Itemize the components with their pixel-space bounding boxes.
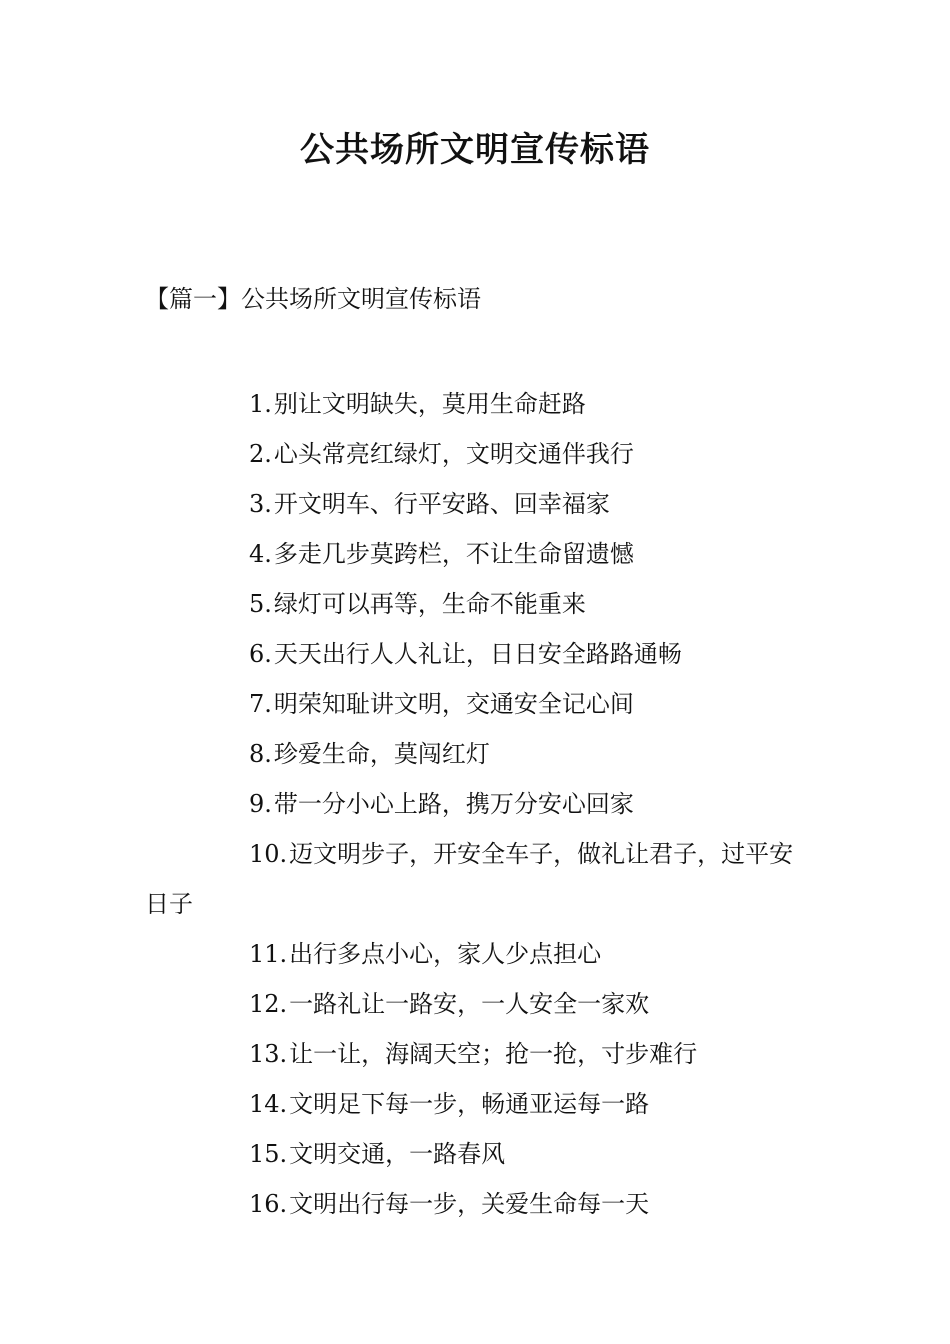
slogan-item [145, 529, 810, 579]
slogan-text: 心头常亮红绿灯，文明交通伴我行 [273, 440, 634, 468]
slogan-item [145, 629, 810, 679]
slogan-number: 1. [249, 390, 272, 418]
slogan-number: 15. [249, 1140, 288, 1168]
slogan-item [145, 1029, 810, 1079]
slogan-number: 9. [249, 790, 272, 818]
slogan-number: 14. [249, 1090, 288, 1118]
slogan-text: 珍爱生命，莫闯红灯 [273, 740, 490, 768]
slogan-item [145, 579, 810, 629]
slogan-item [145, 1129, 810, 1179]
slogan-text: 一路礼让一路安，一人安全一家欢 [289, 990, 650, 1018]
slogan-number: 16. [249, 1190, 288, 1218]
slogan-item [145, 979, 810, 1029]
slogan-number: 12. [249, 990, 288, 1018]
document-title: 公共场所文明宣传标语 [300, 130, 650, 170]
slogan-text: 别让文明缺失，莫用生命赶路 [273, 390, 586, 418]
slogan-text: 多走几步莫跨栏，不让生命留遗憾 [273, 540, 634, 568]
slogan-list [145, 379, 810, 1229]
slogan-text: 绿灯可以再等，生命不能重来 [273, 590, 586, 618]
slogan-item [145, 479, 810, 529]
slogan-text: 天天出行人人礼让，日日安全路路通畅 [273, 640, 682, 668]
slogan-item [145, 679, 810, 729]
slogan-text: 带一分小心上路，携万分安心回家 [273, 790, 634, 818]
slogan-item [145, 429, 810, 479]
slogan-text: 明荣知耻讲文明，交通安全记心间 [273, 690, 634, 718]
slogan-item [145, 779, 810, 829]
slogan-item [145, 379, 810, 429]
slogan-number: 3. [249, 490, 272, 518]
slogan-text: 迈文明步子，开安全车子，做礼让君子，过平安日子 [145, 840, 794, 918]
slogan-number: 11. [249, 940, 288, 968]
slogan-number: 7. [249, 690, 272, 718]
slogan-text: 文明出行每一步，关爱生命每一天 [289, 1190, 650, 1218]
slogan-number: 4. [249, 540, 272, 568]
section-heading: 【篇一】公共场所文明宣传标语 [145, 285, 481, 313]
slogan-text: 文明交通，一路春风 [289, 1140, 506, 1168]
slogan-number: 5. [249, 590, 272, 618]
slogan-text: 让一让，海阔天空；抢一抢，寸步难行 [289, 1040, 698, 1068]
slogan-text: 开文明车、行平安路、回幸福家 [273, 490, 610, 518]
slogan-text: 文明足下每一步，畅通亚运每一路 [289, 1090, 650, 1118]
slogan-text: 出行多点小心，家人少点担心 [289, 940, 602, 968]
slogan-item [145, 929, 810, 979]
slogan-number: 10. [249, 840, 288, 868]
slogan-item [145, 829, 810, 929]
slogan-number: 2. [249, 440, 272, 468]
slogan-item [145, 1079, 810, 1129]
slogan-number: 13. [249, 1040, 288, 1068]
slogan-number: 6. [249, 640, 272, 668]
slogan-item [145, 729, 810, 779]
slogan-item [145, 1179, 810, 1229]
slogan-number: 8. [249, 740, 272, 768]
